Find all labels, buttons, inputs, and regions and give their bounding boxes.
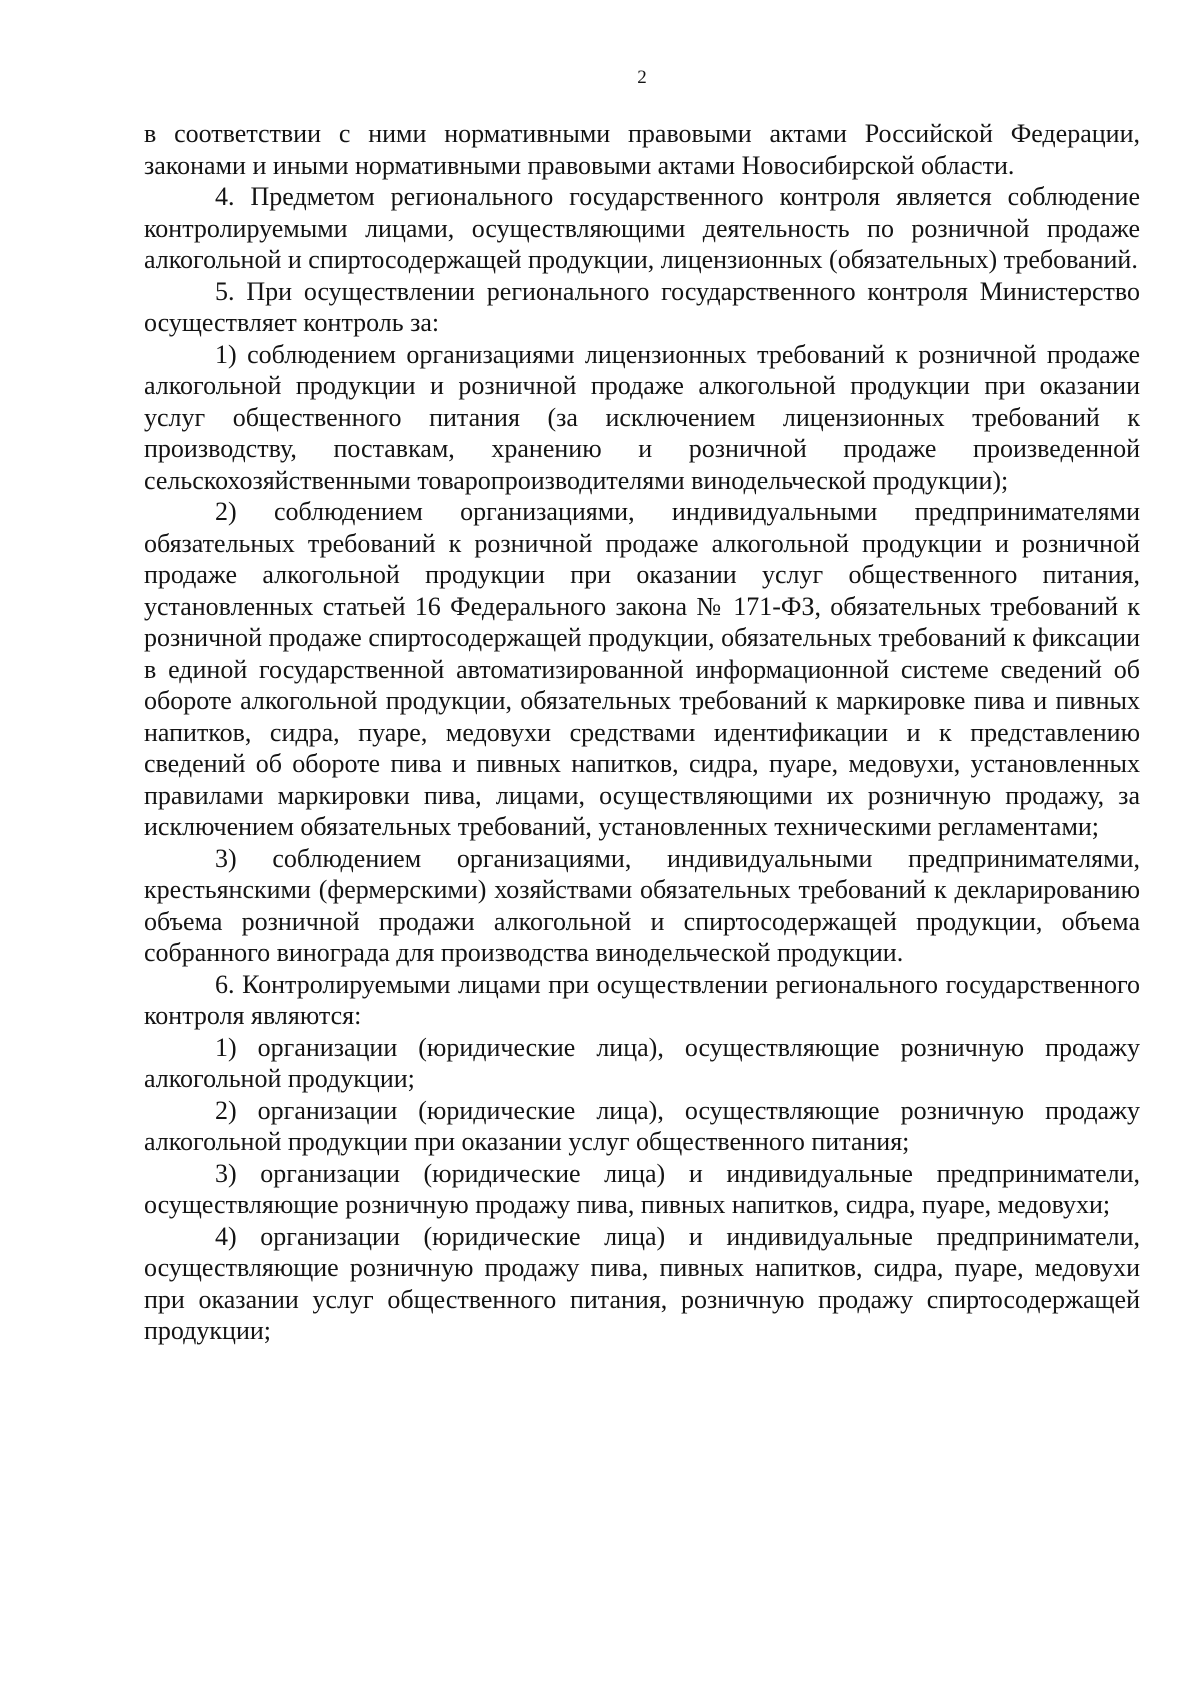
- page-number: 2: [637, 67, 647, 88]
- paragraph-continuation: в соответствии с ними нормативными правовыми актами Российской Федерации, законами и иными нормативными правовыми актами Новосибирской области.: [144, 119, 1140, 180]
- paragraph-item-6-3: 3) организации (юридические лица) и индивидуальные предприниматели, осуществляющие розничную продажу пива, пивных напитков, сидра, пуаре, медовухи;: [144, 1158, 1140, 1219]
- paragraph-item-6-2: 2) организации (юридические лица), осуществляющие розничную продажу алкогольной продукции при оказании услуг общественного питания;: [144, 1095, 1140, 1156]
- paragraph-item-4: 4. Предметом регионального государственного контроля является соблюдение контролируемыми лицами, осуществляющими деятельность по розничной продаже алкогольной и спиртосодержащей продукции, лицензионных (обязательных) требований.: [144, 182, 1140, 274]
- paragraph-item-6-1: 1) организации (юридические лица), осуществляющие розничную продажу алкогольной продукции;: [144, 1032, 1140, 1093]
- paragraph-item-5: 5. При осуществлении регионального государственного контроля Министерство осуществляет контроль за:: [144, 276, 1140, 337]
- paragraph-item-5-2: 2) соблюдением организациями, индивидуальными предпринимателями обязательных требований к розничной продаже алкогольной продукции и розничной продаже алкогольной продукции при оказании услуг общественного питания, установленных статьей 16 Федерального закона № 171-ФЗ, обязательных требований к розничной продаже спиртосодержащей продукции, обязательных требований к фиксации в единой государственной автоматизированной информационной системе сведений об обороте алкогольной продукции, обязательных требований к маркировке пива и пивных напитков, сидра, пуаре, медовухи средствами идентификации и к представлению сведений об обороте пива и пивных напитков, сидра, пуаре, медовухи, установленных правилами маркировки пива, лицами, осуществляющими их розничную продажу, за исключением обязательных требований, установленных техническими регламентами;: [144, 497, 1140, 841]
- document-page: [144, 66, 1140, 1347]
- paragraph-item-5-3: 3) соблюдением организациями, индивидуальными предпринимателями, крестьянскими (фермерскими) хозяйствами обязательных требований к декларированию объема розничной продажи алкогольной и спиртосодержащей продукции, объема собранного винограда для производства винодельческой продукции.: [144, 843, 1140, 967]
- paragraph-item-6: 6. Контролируемыми лицами при осуществлении регионального государственного контроля являются:: [144, 969, 1140, 1030]
- paragraph-item-6-4: 4) организации (юридические лица) и индивидуальные предприниматели, осуществляющие розничную продажу пива, пивных напитков, сидра, пуаре, медовухи при оказании услуг общественного питания, розничную продажу спиртосодержащей продукции;: [144, 1221, 1140, 1345]
- paragraph-item-5-1: 1) соблюдением организациями лицензионных требований к розничной продаже алкогольной продукции и розничной продаже алкогольной продукции при оказании услуг общественного питания (за исключением лицензионных требований к производству, поставкам, хранению и розничной продаже произведенной сельскохозяйственными товаропроизводителями винодельческой продукции);: [144, 339, 1140, 495]
